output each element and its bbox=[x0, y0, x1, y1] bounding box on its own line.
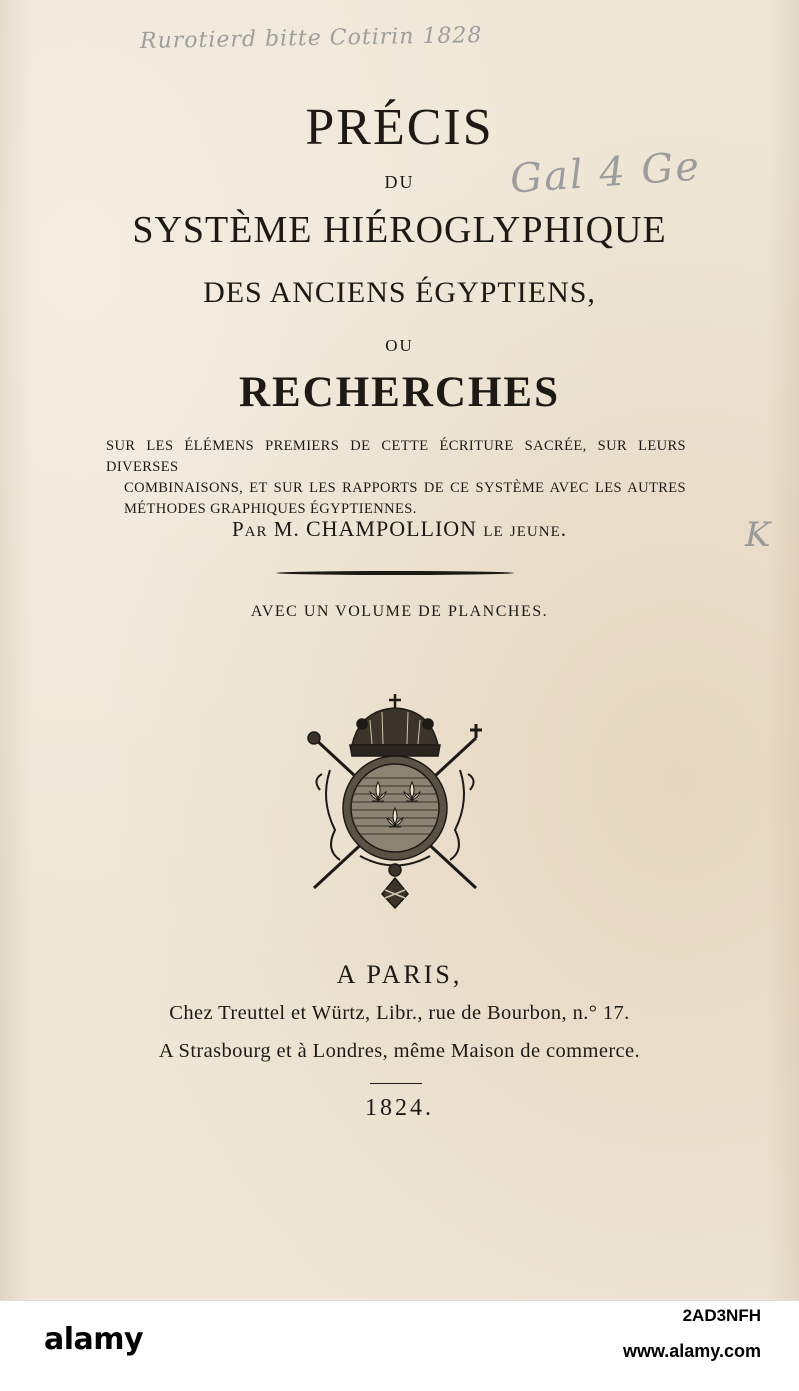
brand-logo[interactable]: alamy bbox=[44, 1322, 144, 1357]
stock-url-link[interactable]: www.alamy.com bbox=[622, 1341, 761, 1361]
handwritten-mark: K bbox=[745, 515, 771, 555]
subtitle-line: MÉTHODES GRAPHIQUES ÉGYPTIENNES. bbox=[124, 501, 417, 517]
title-recherches: RECHERCHES bbox=[238, 369, 561, 416]
imprint-rule bbox=[370, 1083, 422, 1084]
subtitle-line: COMBINAISONS, ET SUR LES RAPPORTS DE CE SYSTÈME AVEC LES AUTRES bbox=[124, 480, 686, 496]
title-systeme: SYSTÈME HIÉROGLYPHIQUE bbox=[132, 209, 667, 251]
imprint-place: A PARIS, bbox=[336, 960, 463, 989]
author-prefix: Par M. bbox=[232, 517, 300, 541]
imprint-publisher: Chez Treuttel et Würtz, Libr., rue de Bourbon, n.° 17. bbox=[169, 1002, 630, 1024]
stock-image-id: 2AD3NFH bbox=[682, 1306, 761, 1325]
author-suffix: le jeune. bbox=[483, 517, 567, 541]
title-anciens: DES ANCIENS ÉGYPTIENS, bbox=[203, 276, 596, 309]
title-connector-du: DU bbox=[384, 172, 415, 192]
handwritten-shelfmark: Gal 4 Ge bbox=[508, 143, 703, 203]
subtitle bbox=[106, 436, 686, 520]
ornamental-rule bbox=[276, 571, 514, 575]
title-connector-ou: OU bbox=[385, 336, 414, 355]
subtitle-line: SUR LES ÉLÉMENS PREMIERS DE CETTE ÉCRITURE SACRÉE, SUR LEURS DIVERSES bbox=[106, 438, 686, 475]
royal-coat-of-arms-icon bbox=[300, 690, 490, 915]
handwritten-note-top: Rurotierd bitte Cotirin 1828 bbox=[139, 23, 483, 54]
page-title: PRÉCIS bbox=[305, 99, 494, 156]
volume-note: AVEC UN VOLUME DE PLANCHES. bbox=[250, 603, 549, 620]
author-name: CHAMPOLLION bbox=[305, 516, 478, 541]
author-line bbox=[0, 516, 799, 542]
imprint-branch: A Strasbourg et à Londres, même Maison de commerce. bbox=[158, 1040, 641, 1062]
imprint-year: 1824. bbox=[365, 1095, 434, 1121]
